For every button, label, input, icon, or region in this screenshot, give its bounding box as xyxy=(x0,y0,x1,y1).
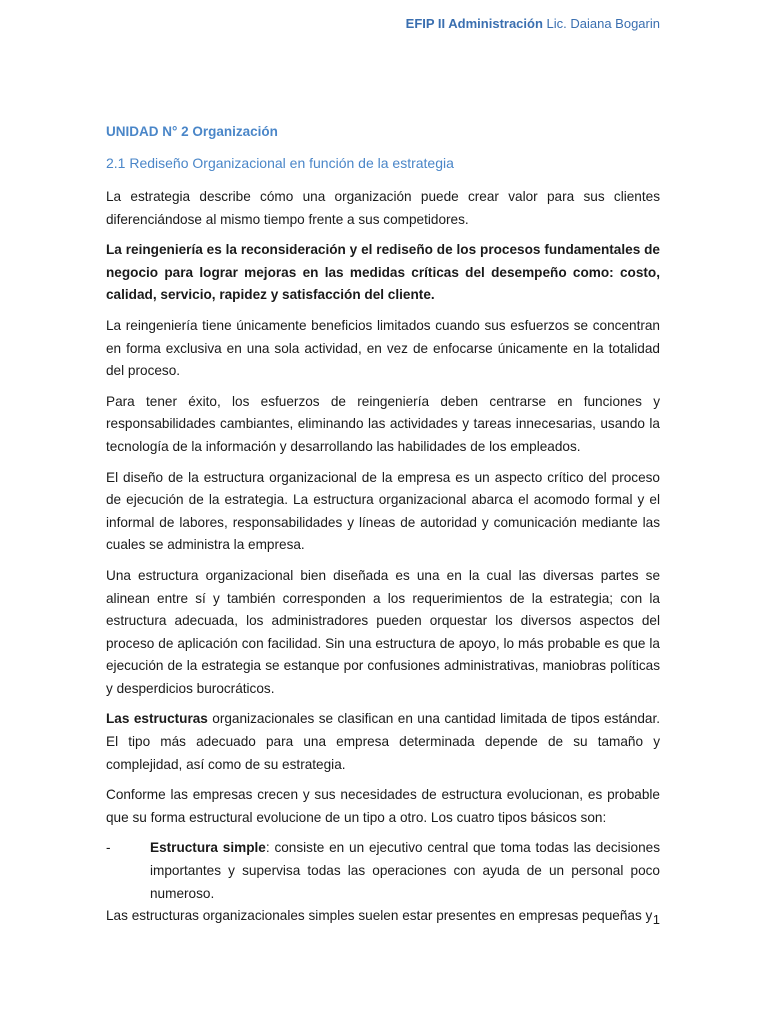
paragraph-reengineering-success: Para tener éxito, los esfuerzos de reingeniería deben centrarse en funciones y responsabilidades cambiantes, eliminando las actividades y tareas innecesarias, usando la tecnología de la información y desarrollando las habilidades de los empleados. xyxy=(106,393,660,454)
paragraph-structure-types xyxy=(106,708,660,776)
paragraph-structure-design: El diseño de la estructura organizacional de la empresa es un aspecto crítico del proceso de ejecución de la estrategia. La estructura organizacional abarca el acomodo formal y el informal de labores, responsabilidades y líneas de autoridad y comunicación mediante las cuales se administra la empresa. xyxy=(106,469,660,553)
page-number: 1 xyxy=(652,912,660,927)
list-bullet: - xyxy=(106,840,111,856)
paragraph-well-designed-structure: Una estructura organizacional bien diseñada es una en la cual las diversas partes se alinean entre sí y también corresponden a los requerimientos de la estrategia; con la estructura adecuada, los administradores pueden orquestar los diversos aspectos del proceso de aplicación con facilidad. Sin una estructura de apoyo, lo más probable es que la ejecución de la estrategia se estanque por confusiones administrativas, maniobras políticas y desperdicios burocráticos. xyxy=(106,567,660,696)
list-item-simple-structure xyxy=(106,837,660,905)
paragraph-strategy: La estrategia describe cómo una organización puede crear valor para sus clientes diferenciándose al mismo tiempo frente a sus competidores. xyxy=(106,189,660,227)
list-item-text xyxy=(150,837,660,905)
paragraph-structure-evolution: Conforme las empresas crecen y sus necesidades de estructura evolucionan, es probable que su forma estructural evolucione de un tipo a otro. Los cuatro tipos básicos son: xyxy=(106,787,660,825)
page-header xyxy=(406,16,660,31)
unit-title: UNIDAD N° 2 Organización xyxy=(106,124,278,139)
list-item-continuation: Las estructuras organizacionales simples suelen estar presentes en empresas pequeñas y xyxy=(106,908,653,924)
section-title: 2.1 Rediseño Organizacional en función de la estrategia xyxy=(106,155,454,171)
structures-text: organizacionales se clasifican en una cantidad limitada de tipos estándar. El tipo más adecuado para una empresa determinada depende de su tamaño y complejidad, así como de su estrategia. xyxy=(106,711,660,772)
structures-bold-term: Las estructuras xyxy=(106,711,208,727)
paragraph-reengineering-limits: La reingeniería tiene únicamente beneficios limitados cuando sus esfuerzos se concentran en forma exclusiva en una sola actividad, en vez de enfocarse únicamente en la totalidad del proceso. xyxy=(106,317,660,379)
header-author: Lic. Daiana Bogarin xyxy=(546,16,660,31)
document-body xyxy=(106,124,660,928)
list-item-description: : consiste en un ejecutivo central que toma todas las decisiones importantes y supervisa todas las operaciones con ayuda de un personal poco numeroso. xyxy=(150,840,660,901)
paragraph-reengineering-definition: La reingeniería es la reconsideración y el rediseño de los procesos fundamentales de negocio para lograr mejoras en las medidas críticas del desempeño como: costo, calidad, servicio, rapidez y satisfacción del cliente. xyxy=(106,242,660,303)
header-course: EFIP II Administración xyxy=(405,16,543,31)
list-item-term: Estructura simple xyxy=(150,840,266,856)
